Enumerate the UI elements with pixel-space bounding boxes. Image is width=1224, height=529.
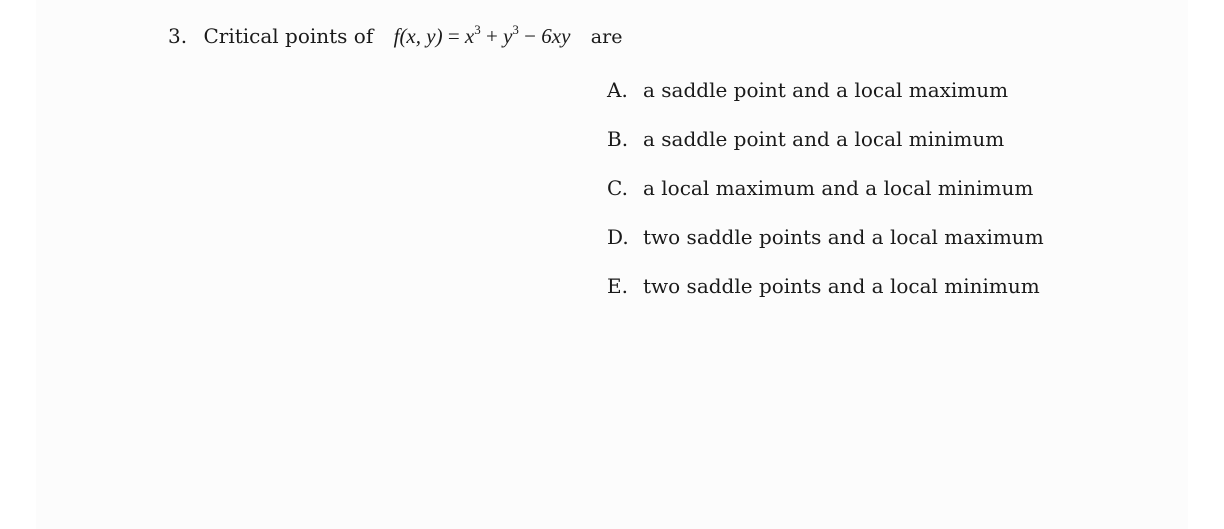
- choice-letter: B.: [607, 127, 629, 151]
- choice-letter: A.: [607, 78, 628, 102]
- choice-text: a local maximum and a local minimum: [643, 176, 1034, 200]
- choice-letter: C.: [607, 176, 628, 200]
- choice-text: a saddle point and a local maximum: [643, 78, 1009, 102]
- formula-exponent-y: 3: [512, 22, 519, 37]
- formula-equals: =: [442, 24, 465, 48]
- formula-exponent-x: 3: [474, 22, 481, 37]
- formula-term-xy: 6xy: [541, 24, 571, 48]
- choice-text: a saddle point and a local minimum: [643, 127, 1005, 151]
- question-stem: Critical points of: [203, 24, 374, 48]
- function-formula: [394, 24, 571, 48]
- choice-letter: D.: [607, 225, 629, 249]
- choice-e[interactable]: [607, 271, 1044, 320]
- formula-plus: +: [480, 24, 504, 48]
- question-tail: are: [590, 26, 623, 48]
- choice-a[interactable]: [607, 75, 1044, 124]
- choice-c[interactable]: [607, 173, 1044, 222]
- choice-letter: E.: [607, 274, 628, 298]
- choice-text: two saddle points and a local minimum: [643, 274, 1040, 298]
- formula-lhs: f(x, y): [393, 24, 443, 48]
- formula-term-x: x: [464, 24, 475, 48]
- formula-term-y: y: [503, 24, 513, 48]
- choice-text: two saddle points and a local maximum: [643, 225, 1044, 249]
- question-3: [168, 16, 622, 51]
- answer-choices: [607, 75, 1044, 320]
- choice-d[interactable]: [607, 222, 1044, 271]
- question-number: 3.: [168, 24, 188, 48]
- formula-minus: −: [518, 24, 542, 48]
- choice-b[interactable]: [607, 124, 1044, 173]
